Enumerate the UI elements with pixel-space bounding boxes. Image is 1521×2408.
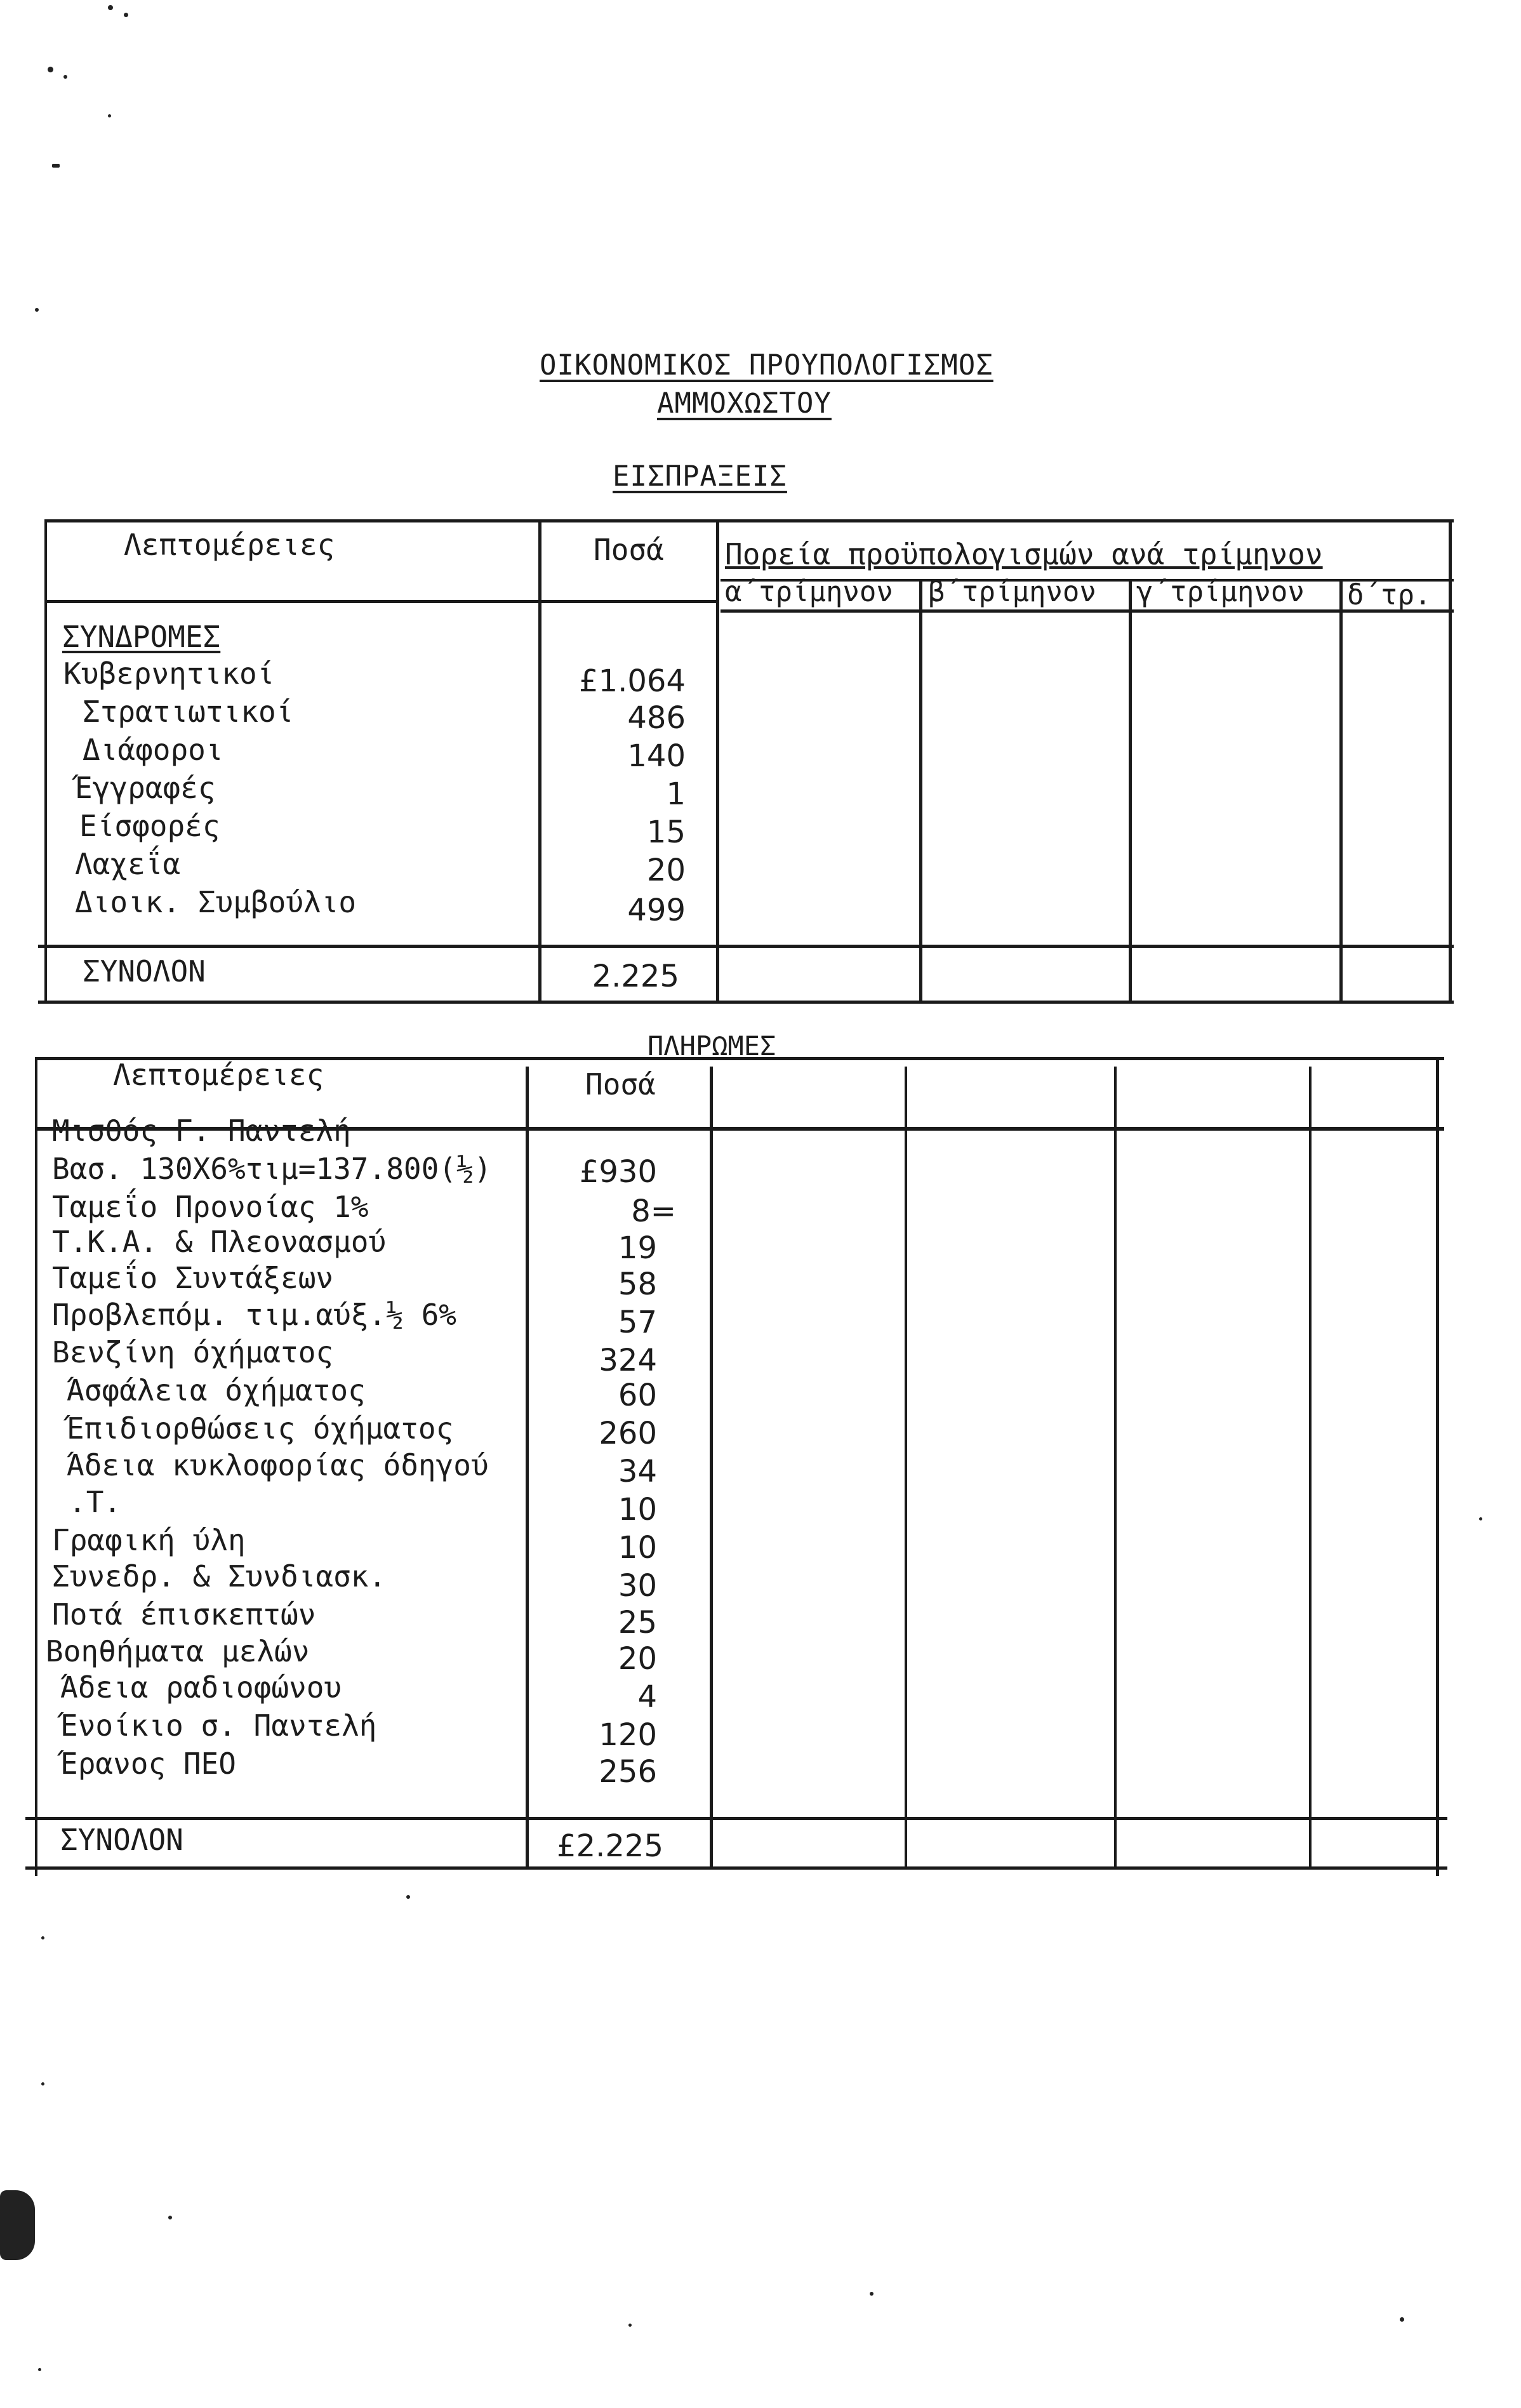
payment-row-label: Άσφάλεια όχήματος (67, 1373, 366, 1407)
payment-row-label: Μισθός Γ. Παντελή (52, 1114, 351, 1148)
payment-row-amount: 57 (618, 1305, 657, 1340)
payment-row-amount: 58 (618, 1267, 657, 1302)
receipt-row-amount: 20 (646, 853, 686, 888)
receipt-row-amount: 499 (627, 893, 686, 928)
payment-row-amount: 30 (618, 1568, 657, 1604)
receipts-heading: ΕΙΣΠΡΑΞΕΙΣ (613, 460, 787, 493)
payments-col-details: Λεπτομέρειες (113, 1058, 324, 1092)
payment-row-label: Προβλεπόμ. τιμ.αύξ.½ 6% (52, 1298, 456, 1332)
payment-row-label: Ταμεΐο Προνοίας 1% (52, 1190, 369, 1224)
payment-row-amount: 4 (637, 1679, 657, 1715)
receipts-col-details: Λεπτομέρειες (124, 528, 335, 562)
receipt-row-label: Λαχεΐα (75, 847, 181, 881)
payment-row-label: Ένοίκιο σ. Παντελή (60, 1708, 377, 1743)
receipt-row-amount: 15 (646, 815, 686, 850)
receipts-quarter-3: γ΄τρίμηνον (1136, 576, 1305, 608)
payment-row-label: Τ.Κ.Α. & Πλεονασμού (52, 1225, 387, 1259)
payment-row-amount: 8= (631, 1194, 676, 1229)
payment-row-label: Έπιδιορθώσεις όχήματος (67, 1411, 454, 1446)
document-subtitle: ΑΜΜΟΧΩΣΤΟΥ (657, 387, 832, 420)
receipts-quarter-1: α΄τρίμηνον (725, 576, 893, 608)
payment-row-amount: 20 (618, 1641, 657, 1677)
document-title: ΟΙΚΟΝΟΜΙΚΟΣ ΠΡΟΥΠΟΛΟΓΙΣΜΟΣ (540, 349, 993, 382)
payment-row-amount: 25 (618, 1605, 657, 1640)
receipts-col-amount: Ποσά (594, 533, 664, 567)
payment-row-amount: 10 (618, 1530, 657, 1566)
payment-row-label: Ποτά έπισκεπτών (52, 1597, 316, 1632)
receipt-row-amount: 140 (627, 738, 686, 774)
payment-row-label: Άδεια ραδιοφώνου (60, 1670, 342, 1705)
payment-row-label: Βενζίνη όχήματος (52, 1335, 334, 1369)
payment-row-amount: 19 (618, 1230, 657, 1266)
receipts-quarter-4: δ΄τρ. (1347, 579, 1431, 611)
payment-row-amount: 34 (618, 1454, 657, 1489)
payments-total-label: ΣΥΝΟΛΟΝ (60, 1823, 183, 1857)
receipt-row-label: Διοικ. Συμβούλιο (75, 885, 357, 919)
receipts-quarter-2: β΄τρίμηνον (928, 576, 1096, 608)
payment-row-amount: 256 (599, 1754, 657, 1790)
payment-row-label: Ταμεΐο Συντάξεων (52, 1261, 334, 1295)
payments-heading: ΠΛΗΡΩΜΕΣ (648, 1030, 776, 1061)
receipt-row-amount: £1.064 (579, 663, 686, 699)
receipts-section-label: ΣΥΝΔΡΟΜΕΣ (62, 620, 221, 654)
receipts-col-progress: Πορεία προϋπολογισμών ανά τρίμηνον (725, 537, 1323, 571)
payment-row-amount: 324 (599, 1343, 657, 1378)
payments-col-amount: Ποσά (585, 1067, 656, 1101)
payment-row-label: Συνεδρ. & Συνδιασκ. (52, 1559, 387, 1593)
payment-row-label: Βοηθήματα μελών (46, 1634, 310, 1668)
receipt-row-label: Είσφορές (79, 809, 220, 843)
payment-row-amount: 120 (599, 1717, 657, 1753)
receipt-row-label: Κυβερνητικοί (63, 656, 275, 691)
payment-row-label: Έρανος ΠΕΟ (60, 1746, 236, 1781)
receipt-row-label: Στρατιωτικοί (83, 695, 294, 729)
payment-row-amount: £930 (579, 1154, 657, 1190)
payment-row-label: Άδεια κυκλοφορίας όδηγού (67, 1448, 489, 1482)
payment-row-amount: 260 (599, 1416, 657, 1451)
receipts-total-amount: 2.225 (592, 959, 679, 994)
payment-row-amount: 60 (618, 1378, 657, 1413)
receipt-row-amount: 486 (627, 700, 686, 736)
receipt-row-label: Έγγραφές (75, 771, 216, 805)
payments-total-amount: £2.225 (557, 1828, 663, 1864)
payment-row-label: Γραφική ύλη (52, 1523, 246, 1557)
receipts-total-label: ΣΥΝΟΛΟΝ (83, 954, 206, 988)
receipt-row-label: Διάφοροι (83, 733, 223, 767)
payment-row-amount: 10 (618, 1492, 657, 1527)
payment-row-label: Βασ. 130Χ6%τιμ=137.800(½) (52, 1152, 492, 1186)
receipt-row-amount: 1 (666, 776, 686, 812)
payment-row-label: .Τ. (69, 1485, 122, 1519)
